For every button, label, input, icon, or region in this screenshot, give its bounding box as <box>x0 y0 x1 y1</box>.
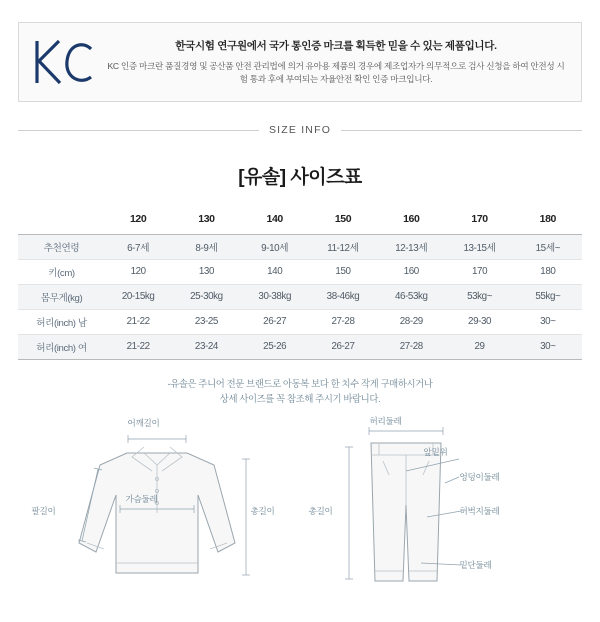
size-notes <box>18 376 582 408</box>
table-row <box>18 234 582 259</box>
label-total-length: 총길이 <box>250 506 275 517</box>
kc-certification-notice <box>18 22 582 102</box>
table-cell: 170 <box>445 259 513 284</box>
table-row <box>18 309 582 334</box>
table-cell: 21-22 <box>104 309 172 334</box>
divider-line-left <box>18 130 259 131</box>
table-cell: 55kg~ <box>514 284 582 309</box>
divider-line-right <box>341 130 582 131</box>
label-front-rise: 앞밑위 <box>423 447 448 458</box>
label-waist-circumference: 허리둘레 <box>369 416 402 427</box>
pants-garment-diagram <box>309 413 569 598</box>
table-cell: 46-53kg <box>377 284 445 309</box>
table-cell: 140 <box>241 259 309 284</box>
size-chart-table <box>18 209 582 360</box>
table-cell: 26-27 <box>309 334 377 359</box>
table-cell: 8-9세 <box>172 234 240 259</box>
label-chest-circumference: 가슴둘레 <box>125 494 158 505</box>
row-header: 키(cm) <box>18 259 104 284</box>
size-info-divider <box>18 124 582 136</box>
table-column-header: 150 <box>309 209 377 234</box>
table-cell: 25-30kg <box>172 284 240 309</box>
table-column-header: 140 <box>241 209 309 234</box>
table-cell: 130 <box>172 259 240 284</box>
table-cell: 53kg~ <box>445 284 513 309</box>
page-title: [유솔] 사이즈표 <box>238 167 362 188</box>
table-row <box>18 259 582 284</box>
table-cell: 9-10세 <box>241 234 309 259</box>
table-column-header: 160 <box>377 209 445 234</box>
table-cell: 21-22 <box>104 334 172 359</box>
label-sleeve-length: 팔길이 <box>31 506 56 517</box>
table-cell: 25-26 <box>241 334 309 359</box>
table-cell: 30~ <box>514 309 582 334</box>
table-cell: 13-15세 <box>445 234 513 259</box>
kc-text-block <box>101 38 573 87</box>
table-cell: 180 <box>514 259 582 284</box>
table-cell: 120 <box>104 259 172 284</box>
label-shoulder-length: 어깨길이 <box>127 418 160 429</box>
table-column-header: 180 <box>514 209 582 234</box>
label-pants-total-length: 총길이 <box>308 506 333 517</box>
measurement-diagrams <box>18 413 582 603</box>
table-cell: 30-38kg <box>241 284 309 309</box>
note-line: 상세 사이즈를 꼭 참조해 주시기 바랍니다. <box>219 393 381 405</box>
top-garment-diagram <box>32 413 282 598</box>
table-column-header: 120 <box>104 209 172 234</box>
table-header-row <box>18 209 582 234</box>
table-column-header: 170 <box>445 209 513 234</box>
table-row <box>18 334 582 359</box>
kc-logo-icon <box>27 34 101 90</box>
label-thigh-circumference: 허벅지둘레 <box>459 506 500 517</box>
row-header: 추천연령 <box>18 234 104 259</box>
label-hem-circumference: 밑단둘레 <box>459 560 492 571</box>
table-cell: 29 <box>445 334 513 359</box>
row-header: 허리(inch) 여 <box>18 334 104 359</box>
table-cell: 30~ <box>514 334 582 359</box>
table-cell: 23-24 <box>172 334 240 359</box>
table-column-header: 130 <box>172 209 240 234</box>
size-info-label: SIZE INFO <box>268 124 332 136</box>
table-cell: 27-28 <box>377 334 445 359</box>
table-cell: 20-15kg <box>104 284 172 309</box>
table-row <box>18 284 582 309</box>
table-cell: 6-7세 <box>104 234 172 259</box>
table-cell: 12-13세 <box>377 234 445 259</box>
table-cell: 29-30 <box>445 309 513 334</box>
table-cell: 26-27 <box>241 309 309 334</box>
table-cell: 150 <box>309 259 377 284</box>
table-cell: 15세~ <box>514 234 582 259</box>
table-cell: 28-29 <box>377 309 445 334</box>
table-cell: 160 <box>377 259 445 284</box>
table-column-header <box>18 209 104 234</box>
table-cell: 11-12세 <box>309 234 377 259</box>
table-cell: 23-25 <box>172 309 240 334</box>
label-hip-circumference: 엉덩이둘레 <box>459 472 500 483</box>
row-header: 몸무게(kg) <box>18 284 104 309</box>
table-cell: 27-28 <box>309 309 377 334</box>
row-header: 허리(inch) 남 <box>18 309 104 334</box>
kc-description: KC 인증 마크란 품질경영 및 공산품 안전 관리법에 의거 유아용 제품의 경우에 제조업자가 의무적으로 검사 신청을 하여 안전성 시험 통과 후에 부여되는 자율안전 확인 인증 마크입니다. <box>107 60 565 84</box>
table-cell: 38-46kg <box>309 284 377 309</box>
kc-headline: 한국시험 연구원에서 국가 통인증 마크를 획득한 믿을 수 있는 제품입니다. <box>175 39 497 52</box>
size-info-page <box>0 22 600 622</box>
note-line: -유솔은 주니어 전문 브랜드로 아동복 보다 한 치수 작게 구매하시거나 <box>167 377 433 389</box>
